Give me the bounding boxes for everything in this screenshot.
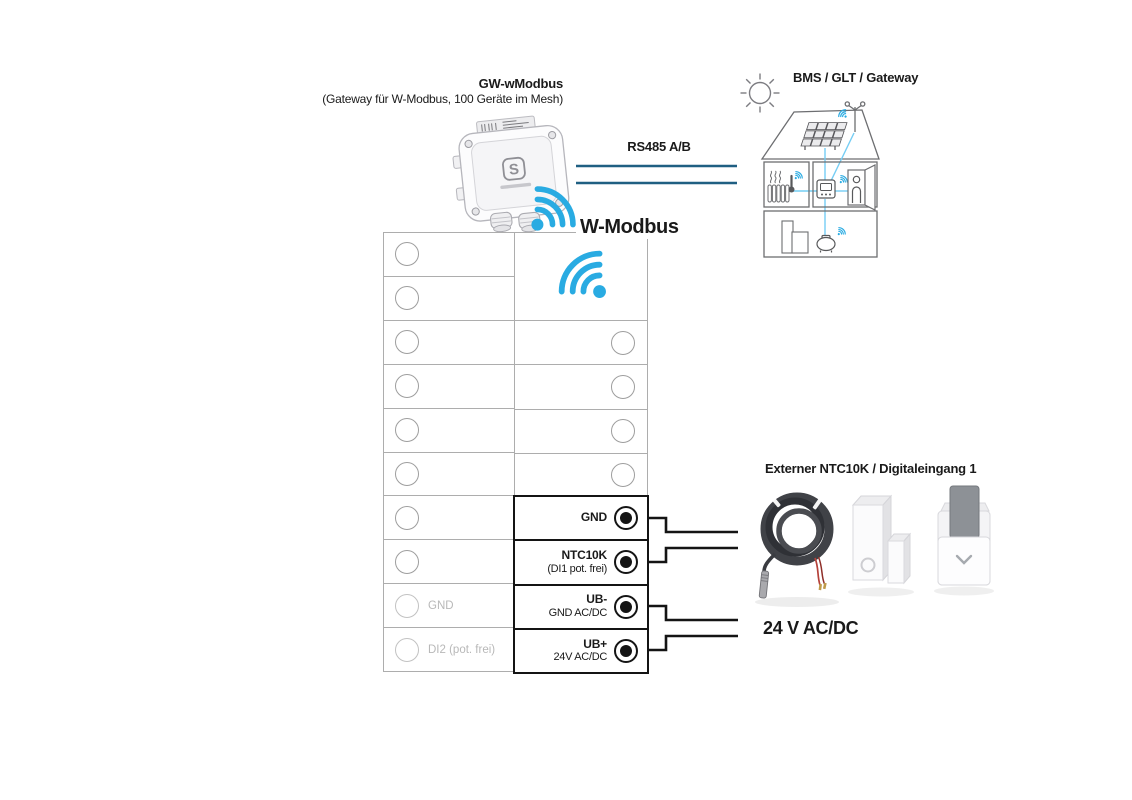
external-sensors-label: Externer NTC10K / Digitaleingang 1 bbox=[765, 461, 977, 476]
terminal-circle bbox=[395, 462, 419, 486]
door-person-icon bbox=[848, 165, 875, 210]
terminal-row bbox=[384, 453, 514, 497]
terminal-connector bbox=[614, 639, 638, 663]
rs485-bus-lines bbox=[576, 166, 737, 183]
terminal-connector bbox=[614, 550, 638, 574]
terminal-row bbox=[384, 277, 514, 321]
furniture-icon bbox=[782, 221, 808, 253]
radiator-icon bbox=[768, 171, 789, 202]
terminal-row bbox=[384, 365, 514, 409]
terminal-circle bbox=[395, 594, 419, 618]
room-sensor-icon bbox=[817, 236, 835, 253]
terminal-circle bbox=[395, 286, 419, 310]
power-supply-label: 24 V AC/DC bbox=[763, 618, 859, 638]
terminal-circle bbox=[611, 463, 635, 487]
gateway-title-block bbox=[313, 76, 563, 107]
terminal-cell-ntc10k bbox=[513, 539, 649, 585]
terminal-cell-gnd bbox=[513, 495, 649, 541]
terminal-circle bbox=[395, 638, 419, 662]
terminal-circle bbox=[395, 242, 419, 266]
terminal-cell-ub-plus bbox=[513, 628, 649, 674]
terminal-circle bbox=[395, 506, 419, 530]
terminal-circle bbox=[611, 419, 635, 443]
terminal-circle bbox=[395, 374, 419, 398]
terminal-row-gnd bbox=[384, 584, 514, 628]
brand-logo-letter: S bbox=[508, 160, 520, 179]
wifi-signal-icon bbox=[552, 244, 616, 308]
terminal-block-left-column bbox=[383, 232, 515, 672]
terminal-connector bbox=[614, 595, 638, 619]
terminal-circle bbox=[395, 550, 419, 574]
sun-icon bbox=[741, 74, 780, 113]
bms-label: BMS / GLT / Gateway bbox=[793, 70, 919, 85]
wifi-icon-sensor bbox=[835, 226, 847, 238]
terminal-cell-ub-minus bbox=[513, 584, 649, 630]
terminal-row bbox=[384, 321, 514, 365]
ground-floor bbox=[764, 211, 877, 257]
gateway-title: GW-wModbus bbox=[478, 76, 563, 91]
key-card-switch-image bbox=[938, 486, 990, 585]
terminal-label: UB+ 24V AC/DC bbox=[553, 636, 607, 664]
terminal-row bbox=[384, 409, 514, 453]
door-window-contact-image bbox=[853, 496, 910, 583]
wifi-icon-controller bbox=[837, 174, 849, 186]
terminal-row bbox=[515, 321, 647, 365]
terminal-circle bbox=[611, 375, 635, 399]
terminal-connector bbox=[614, 506, 638, 530]
terminal-label: NTC10K (DI1 pot. frei) bbox=[547, 548, 607, 575]
external-products-image bbox=[745, 480, 995, 615]
terminal-circle bbox=[395, 418, 419, 442]
building-illustration bbox=[725, 60, 925, 260]
connection-terminals bbox=[513, 495, 649, 674]
ntc10k-cable-sensor-image bbox=[759, 495, 829, 598]
terminal-row-di2 bbox=[384, 628, 514, 671]
terminal-row bbox=[515, 365, 647, 409]
terminal-row-label: DI2 (pot. frei) bbox=[428, 643, 496, 656]
terminal-circle bbox=[611, 331, 635, 355]
room-controller-icon bbox=[817, 180, 835, 198]
wifi-icon-radiator bbox=[792, 170, 804, 182]
terminal-row bbox=[515, 454, 647, 498]
terminal-circle bbox=[395, 330, 419, 354]
terminal-label: GND bbox=[580, 510, 607, 525]
terminal-row bbox=[384, 496, 514, 540]
wifi-cell bbox=[515, 233, 647, 321]
terminal-row bbox=[515, 410, 647, 454]
thermometer-icon bbox=[789, 176, 795, 193]
terminal-row bbox=[384, 233, 514, 277]
terminal-label: UB- GND AC/DC bbox=[548, 592, 607, 620]
terminal-row bbox=[384, 540, 514, 584]
rs485-label: RS485 A/B bbox=[627, 139, 691, 154]
wmodbus-label: W-Modbus bbox=[576, 216, 683, 239]
gateway-subtitle: (Gateway für W-Modbus, 100 Geräte im Mesh) bbox=[322, 92, 563, 107]
wifi-signal-icon bbox=[522, 180, 582, 240]
terminal-row-label: GND bbox=[428, 599, 454, 612]
